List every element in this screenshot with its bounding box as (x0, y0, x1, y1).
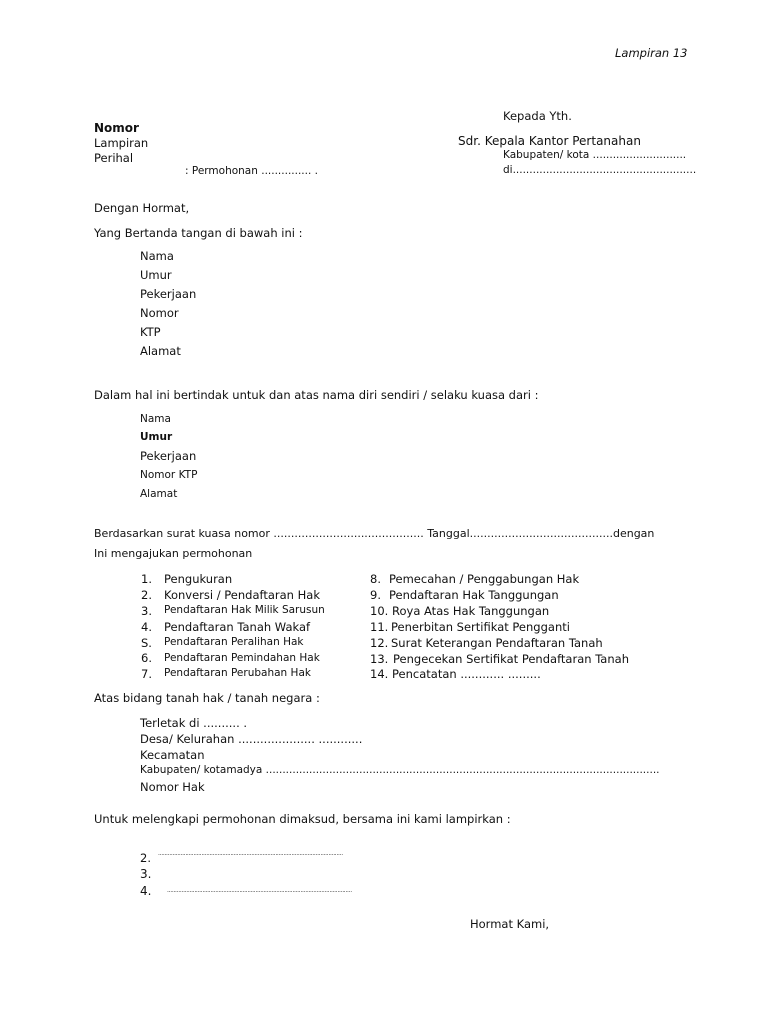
land-field: Kabupaten/ kotamadya ...................................................................................................................... (140, 764, 660, 776)
lampiran-label: Lampiran (94, 136, 149, 150)
request-item: Pengecekan Sertifikat Pendaftaran Tanah (393, 652, 629, 666)
request-num: 9. (370, 588, 381, 602)
request-num: 7. (141, 667, 152, 681)
request-num: 8. (370, 572, 381, 586)
request-item: Pencatatan ............ ......... (392, 667, 541, 681)
salutation: Dengan Hormat, (94, 201, 190, 215)
recipient-regency: Kabupaten/ kota ............................ (503, 149, 687, 161)
attachments-intro: Untuk melengkapi permohonan dimaksud, bersama ini kami lampirkan : (94, 812, 511, 826)
applicant-field: Nomor (140, 306, 179, 320)
acting-for: Dalam hal ini bertindak untuk dan atas nama diri sendiri / selaku kuasa dari : (94, 388, 539, 402)
principal-field: Pekerjaan (140, 449, 197, 463)
applicant-field: KTP (140, 325, 161, 339)
principal-field: Nama (140, 413, 171, 425)
request-num: 11. (370, 620, 389, 634)
signed-below: Yang Bertanda tangan di bawah ini : (94, 226, 303, 240)
request-num: 12. (370, 636, 389, 650)
perihal-label: Perihal (94, 151, 134, 165)
attachment-num: 2. (140, 851, 151, 865)
applicant-field: Pekerjaan (140, 287, 197, 301)
request-num: 13. (370, 652, 389, 666)
appendix-label: Lampiran 13 (615, 46, 688, 60)
recipient-greeting: Kepada Yth. (503, 109, 572, 123)
power-of-attorney: Berdasarkan surat kuasa nomor ........................................... Tanggal.........................................dengan (94, 527, 655, 540)
request-num: 6. (141, 651, 152, 665)
perihal-value: : Permohonan ............... . (185, 165, 318, 177)
request-item: Pemecahan / Penggabungan Hak (389, 572, 580, 586)
request-item: Pendaftaran Peralihan Hak (164, 636, 304, 648)
land-field: Kecamatan (140, 748, 205, 762)
attachment-dots: ................................................................................................................... (167, 887, 352, 894)
attachment-dots: ................................................................................................................... (158, 850, 343, 857)
land-intro: Atas bidang tanah hak / tanah negara : (94, 691, 320, 705)
request-num: 10. (370, 604, 389, 618)
request-item: Surat Keterangan Pendaftaran Tanah (391, 636, 603, 650)
attachment-num: 3. (140, 867, 152, 881)
applicant-field: Umur (140, 268, 172, 282)
closing: Hormat Kami, (470, 917, 550, 931)
principal-field: Nomor KTP (140, 469, 198, 481)
applicant-field: Alamat (140, 344, 181, 358)
request-item: Roya Atas Hak Tanggungan (392, 604, 550, 618)
principal-field: Alamat (140, 488, 178, 500)
land-field: Terletak di .......... . (140, 716, 248, 730)
nomor-label: Nomor (94, 121, 139, 135)
request-item: Pendaftaran Tanah Wakaf (164, 620, 311, 634)
request-num: 2. (141, 588, 152, 602)
request-item: Pendaftaran Hak Milik Sarusun (164, 604, 325, 616)
land-field: Nomor Hak (140, 780, 205, 794)
request-num: 3. (141, 604, 152, 618)
attachment-num: 4. (140, 884, 152, 898)
request-item: Konversi / Pendaftaran Hak (164, 588, 320, 602)
applicant-field: Nama (140, 249, 174, 263)
applying-text: Ini mengajukan permohonan (94, 547, 253, 560)
request-item: Pengukuran (164, 572, 233, 586)
request-num: S. (141, 636, 152, 650)
land-field: Desa/ Kelurahan ..................... ............ (140, 732, 363, 746)
request-item: Pendaftaran Pemindahan Hak (164, 652, 320, 664)
request-num: 14. (370, 667, 389, 681)
request-num: 1. (141, 572, 152, 586)
request-item: Pendaftaran Hak Tanggungan (389, 588, 559, 602)
recipient-title: Sdr. Kepala Kantor Pertanahan (458, 134, 641, 148)
principal-field: Umur (140, 431, 173, 443)
request-num: 4. (141, 620, 152, 634)
request-item: Penerbitan Sertifikat Pengganti (391, 620, 570, 634)
recipient-location: di....................................................... (503, 164, 697, 176)
request-item: Pendaftaran Perubahan Hak (164, 667, 311, 679)
